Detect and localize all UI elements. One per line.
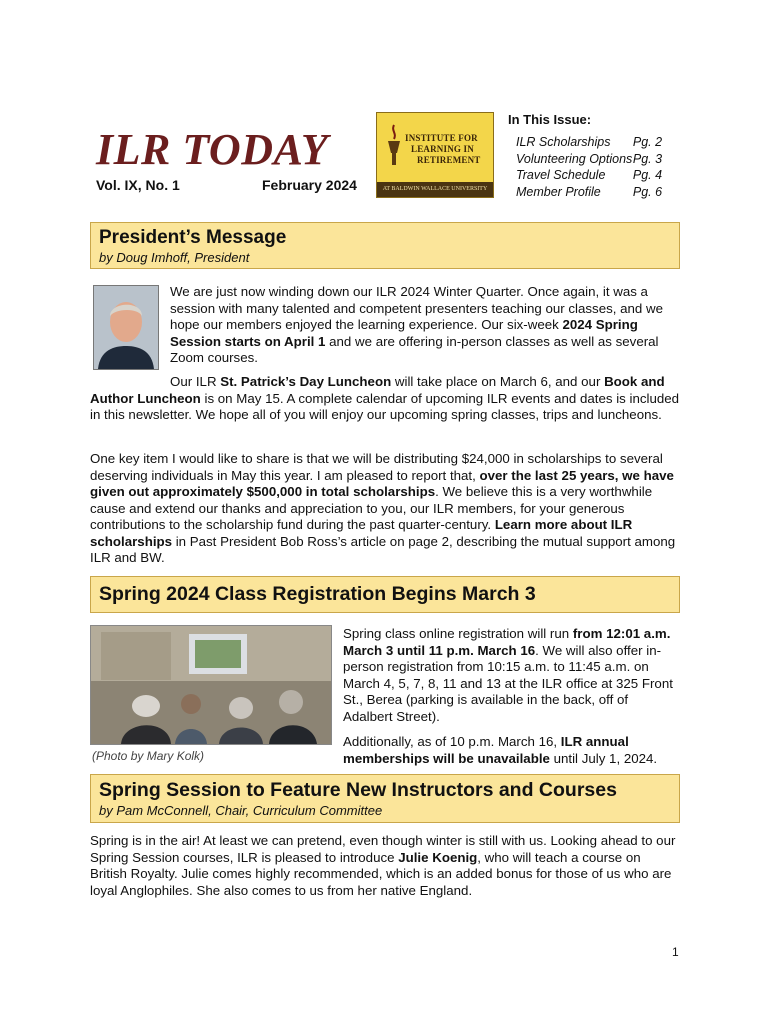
volume-number: Vol. IX, No. 1 xyxy=(96,177,180,193)
lamp-icon xyxy=(383,123,405,169)
presidents-paragraph-1: We are just now winding down our ILR 2024 Winter Quarter. Once again, it was a session with many talented and competent presenters teaching our classes, and we hope our members enjoyed the learning experience. Our six-week 2024 Spring Session starts on April 1 and we are offering in-person classes as well as several Zoom courses. xyxy=(170,284,664,365)
section-heading: President’s Message xyxy=(99,227,287,248)
president-photo xyxy=(93,285,159,370)
page-number: 1 xyxy=(672,945,679,959)
issue-date: February 2024 xyxy=(262,177,357,193)
byline: by Doug Imhoff, President xyxy=(99,250,250,265)
classroom-photo xyxy=(90,625,332,745)
table-of-contents xyxy=(516,134,666,200)
toc-item[interactable]: Member Profile Pg. 6 xyxy=(516,184,663,199)
toc-heading: In This Issue: xyxy=(508,112,592,127)
ilr-logo xyxy=(376,112,494,198)
presidents-paragraph-3: One key item I would like to share is that we will be distributing $24,000 in scholarships to several deserving individuals in May this year. I am pleased to report that, over the last 25 years, we have given out approximately $500,000 in total scholarships. We believe this is a very worthwhile cause and extend our thanks and appreciation to you, our ILR members, for your generous contributions to the scholarship fund during the past quarter-century. Learn more about ILR scholarships in Past President Bob Ross’s article on page 2, describing the mutual support among ILR and BW. xyxy=(90,451,676,565)
spring-session-paragraph-1: Spring is in the air! At least we can pretend, even though winter is still with us. Looking ahead to our Spring Session courses, ILR is pleased to introduce Julie Koenig, who will teach a course on British Royalty. Julie comes highly recommended, which is an added bonus for those of us who are loyal Anglophiles. She also comes to us from her native England. xyxy=(90,833,676,898)
toc-item[interactable]: Travel Schedule Pg. 4 xyxy=(516,168,663,182)
toc-item[interactable]: ILR Scholarships Pg. 2 xyxy=(516,135,663,149)
toc-item[interactable]: Volunteering Options Pg. 3 xyxy=(516,151,663,166)
registration-paragraph-2: Additionally, as of 10 p.m. March 16, ILR annual memberships will be unavailable until July 1, 2024. xyxy=(343,734,658,766)
spring-session-banner xyxy=(90,774,680,823)
newsletter-title: ILR TODAY xyxy=(96,125,329,174)
presidents-message-banner xyxy=(90,222,680,269)
presidents-paragraph-2: Our ILR St. Patrick’s Day Luncheon will take place on March 6, and our Book and Author Luncheon is on May 15. A complete calendar of upcoming ILR events and dates is included in this newsletter. We hope all of you will enjoy our upcoming spring classes, trips and luncheons. xyxy=(90,374,680,422)
section-heading: Spring 2024 Class Registration Begins March 3 xyxy=(99,583,536,605)
photo-caption: (Photo by Mary Kolk) xyxy=(92,749,205,763)
logo-wordmark: INSTITUTE FOR LEARNING IN RETIREMENT xyxy=(405,133,481,165)
logo-band: AT BALDWIN WALLACE UNIVERSITY xyxy=(377,182,493,197)
registration-banner xyxy=(90,576,680,613)
byline: by Pam McConnell, Chair, Curriculum Committee xyxy=(99,803,383,818)
section-heading: Spring Session to Feature New Instructors and Courses xyxy=(99,779,617,801)
registration-paragraph-1: Spring class online registration will run from 12:01 a.m. March 3 until 11 p.m. March 16. We will also offer in-person registration from 10:15 a.m. to 11:45 a.m. on March 4, 5, 7, 8, 11 and 13 at the ILR office at 325 Front St., Berea (parking is available in the back, off of Adalbert Street). xyxy=(343,626,673,724)
